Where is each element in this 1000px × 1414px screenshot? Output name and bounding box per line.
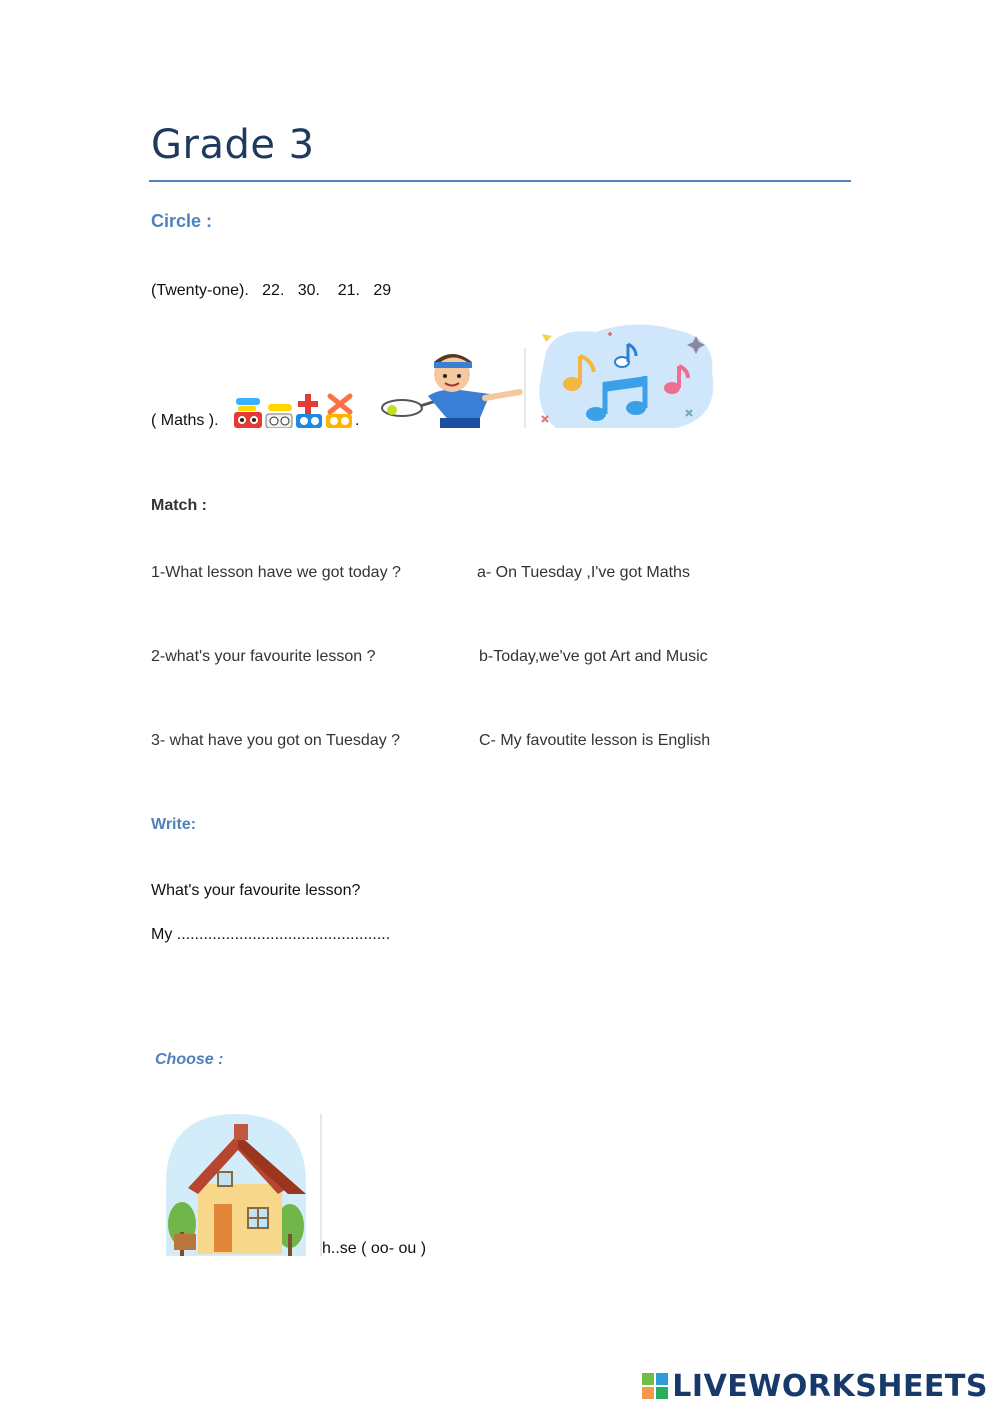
circle-numbers-line: (Twenty-one). 22. 30. 21. 29 [151, 282, 392, 299]
match-answer-b: b-Today,we've got Art and Music [479, 648, 708, 665]
write-question: What's your favourite lesson? [151, 882, 361, 899]
maths-label: ( Maths ). [151, 412, 219, 429]
math-symbols-icon[interactable] [230, 392, 354, 428]
logo-text: LIVEWORKSHEETS [672, 1368, 988, 1404]
match-answer-c: C- My favoutite lesson is English [479, 732, 711, 749]
write-answer-prompt[interactable]: My ................................................ [151, 926, 391, 943]
music-notes-icon[interactable] [536, 322, 720, 428]
house-icon[interactable] [166, 1114, 322, 1256]
match-heading: Match : [151, 497, 207, 514]
title-divider [149, 180, 851, 182]
liveworksheets-logo[interactable] [642, 1370, 988, 1402]
page-title: Grade 3 [151, 122, 315, 168]
match-question-1: 1-What lesson have we got today ? [151, 564, 401, 581]
liveworksheets-logo-icon [642, 1373, 668, 1399]
tennis-player-icon[interactable] [380, 348, 526, 428]
match-question-3: 3- what have you got on Tuesday ? [151, 732, 401, 749]
choose-prompt: h..se ( oo- ou ) [322, 1240, 427, 1257]
match-answer-a: a- On Tuesday ,I've got Maths [477, 564, 690, 581]
match-question-2: 2-what's your favourite lesson ? [151, 648, 376, 665]
circle-heading: Circle : [151, 211, 213, 231]
maths-period: . [355, 412, 360, 429]
write-heading: Write: [151, 816, 197, 833]
choose-heading: Choose : [155, 1051, 224, 1068]
